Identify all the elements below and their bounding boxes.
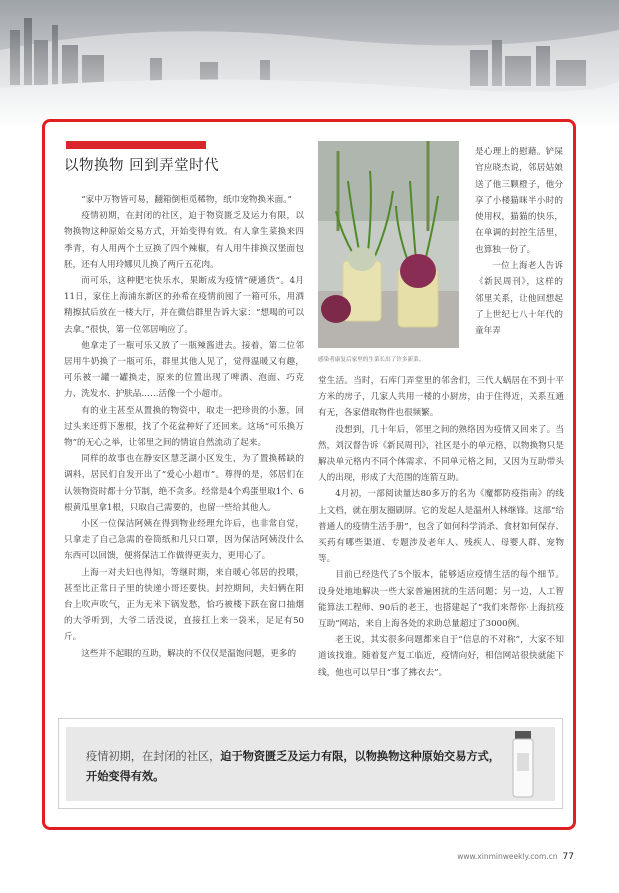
article-title: 以物换物 回到弄堂时代 — [64, 158, 220, 174]
paragraph: 没想到，几十年后，邻里之间的熟络因为疫情又回来了。当然，刘汉督告诉《新民周刊》，社区是小的单元格，以物换物只是解决单元格内不同个体需求、不同单元格之间，又因为互助带头人的出现，形成了大范围的连箭互助。 — [318, 424, 564, 484]
paragraph: 小区一位保洁阿姨在得到物业经理允许后，也非常自觉，只拿走了自己急需的卷筒纸和几只口罩，因为保洁阿姨没什么东西可以回馈，便将保洁工作做得更卖力，更用心了。 — [64, 519, 304, 562]
paragraph: 堂生活。当时，石库门弄堂里的邻舍们，三代人蜗居在不到十平方米的房子，几家人共用一楼的小厨房，由于住得近，关系互通有无，各家借取物件也很频繁。 — [318, 376, 564, 419]
pull-quote-panel — [66, 727, 555, 801]
paragraph: 同样的故事也在静安区慧芝湖小区发生，为了置换稀缺的调料，居民们自发开出了“爱心小超市”。尊得的是，邻居们在认领物资时都十分节制，绝不贪多。经常是4个鸡蛋里取1个、6根黄瓜里拿1根，只取自己需要的，也留一些给其他人。 — [64, 454, 304, 513]
paragraph: 4月初，一部阅读量达80多万的名为《魔都防疫指南》的线上文档，就在朋友圈刷屏。它的发起人是温州人林继锋。这部“给普通人的疫情生活手册”，包含了如何科学消杀、食材如何保存、买药有哪些渠道、专题涉及老年人、残疾人、母婴人群、宠物等。 — [318, 489, 564, 565]
photo-caption: 感染者康复后家里的生菜长出了许多新菜。 — [318, 357, 425, 363]
page-footer — [444, 852, 574, 862]
vegetables-illustration — [318, 141, 459, 348]
title-accent-bar — [66, 141, 206, 149]
right-column — [318, 373, 564, 681]
paragraph: 一位上海老人告诉《新民周刊》，这样的邻里关系，让他回想起了上世纪七八十年代的童年弄 — [475, 261, 563, 337]
paragraph: 有的业主甚至从置换的物资中，取走一把珍贵的小葱，回过头来还剪下葱根，找了个花盆种好了还回来。这场“可乐换万物”的无心之举，让邻里之间的情谊自然流动了起来。 — [64, 405, 304, 449]
page-number: 77 — [562, 852, 574, 862]
narrow-column — [475, 144, 563, 340]
paragraph: 上海一对夫妇也得知，等继时期，来自暖心邻居的投喂，甚至比正常日子里的快递小哥还要快。封控期间，夫妇俩在阳台上吹声吹气，正为无米下锅发愁，恰巧被楼下跃在窗口抽烟的大爷听到，大爷二话没说，直接扛上来一袋米，足足有50斤。 — [64, 567, 304, 643]
paragraph: 他拿走了一瓶可乐又放了一瓶辣酱进去。接着，第二位邻居用牛奶换了一瓶可乐，群里其他人见了，觉得温暖又有趣，可乐被一罐一罐换走，原来的位置出现了啤酒、泡面、巧克力、洗发水、护肤品……活像一个小超市。 — [64, 340, 304, 400]
paragraph: 是心理上的慰藉。铲屎官应晓杰说，邻居姑娘送了他三颗橙子，他分享了小楼猫咪半小时的使用权，猫猫的快乐，在单调的封控生活里，也算独一份了。 — [475, 147, 563, 255]
pull-quote-box — [58, 718, 563, 809]
paragraph: “家中万物皆可易，翻箱倒柜觅稀物，纸巾宠物换米面。” — [81, 195, 292, 205]
paragraph: 而可乐，这种肥宅快乐水，果断成为疫情“硬通货”。4月11日，家住上海浦东新区的孙希在疫情前囤了一箱可乐，用酒精擦拭后放在一楼大厅，并在微信群里告诉大家：“想喝的可以去拿。”很快，第一位邻居响应了。 — [64, 276, 304, 335]
vegetables-photo — [318, 141, 459, 348]
skyline-illustration — [0, 0, 619, 128]
pull-quote-text — [86, 747, 506, 787]
paragraph: 疫情初期，在封闭的社区，迫于物资匮乏及运力有限，以物换物这种原始交易方式，开始变得有效。有人拿生菜换来四季青，有人用两个土豆换了四个辣椒，有人用牛排换汉堡面包胚，还有人用玲娜贝儿换了两斤五花肉。 — [64, 211, 304, 270]
footer-url: www.xinminweekly.com.cn — [457, 852, 558, 861]
paragraph: 这些并不起眼的互助，解决的不仅仅是温饱问题，更多的 — [81, 648, 297, 659]
pull-quote-emphasis: 迫于物资匮乏及运力有限，以物换物这种原始交易方式，开始变得有效。 — [86, 750, 500, 783]
paragraph: 目前已经迭代了5个版本，能够适应疫情生活的每个细节。设身处地地解决一些大家普遍困扰的生活问题；另一边，人工智能算法工程师、90后的老王，也搭建起了“我们来帮你·上海抗疫互助”网站，来自上海各处的求助总量超过了3000例。 — [318, 570, 564, 630]
pull-quote-lead: 疫情初期，在封闭的社区， — [86, 750, 221, 763]
bottle-icon — [491, 727, 555, 801]
left-column — [64, 192, 304, 662]
paragraph: 老王说，其实很多问题都来自于“信息的不对称”，大家不知道该找谁。随着复产复工临近，疫情向好，相信网站很快就能下线，他也可以早日“事了拂衣去”。 — [318, 635, 564, 678]
header-skyline-photo — [0, 0, 619, 128]
